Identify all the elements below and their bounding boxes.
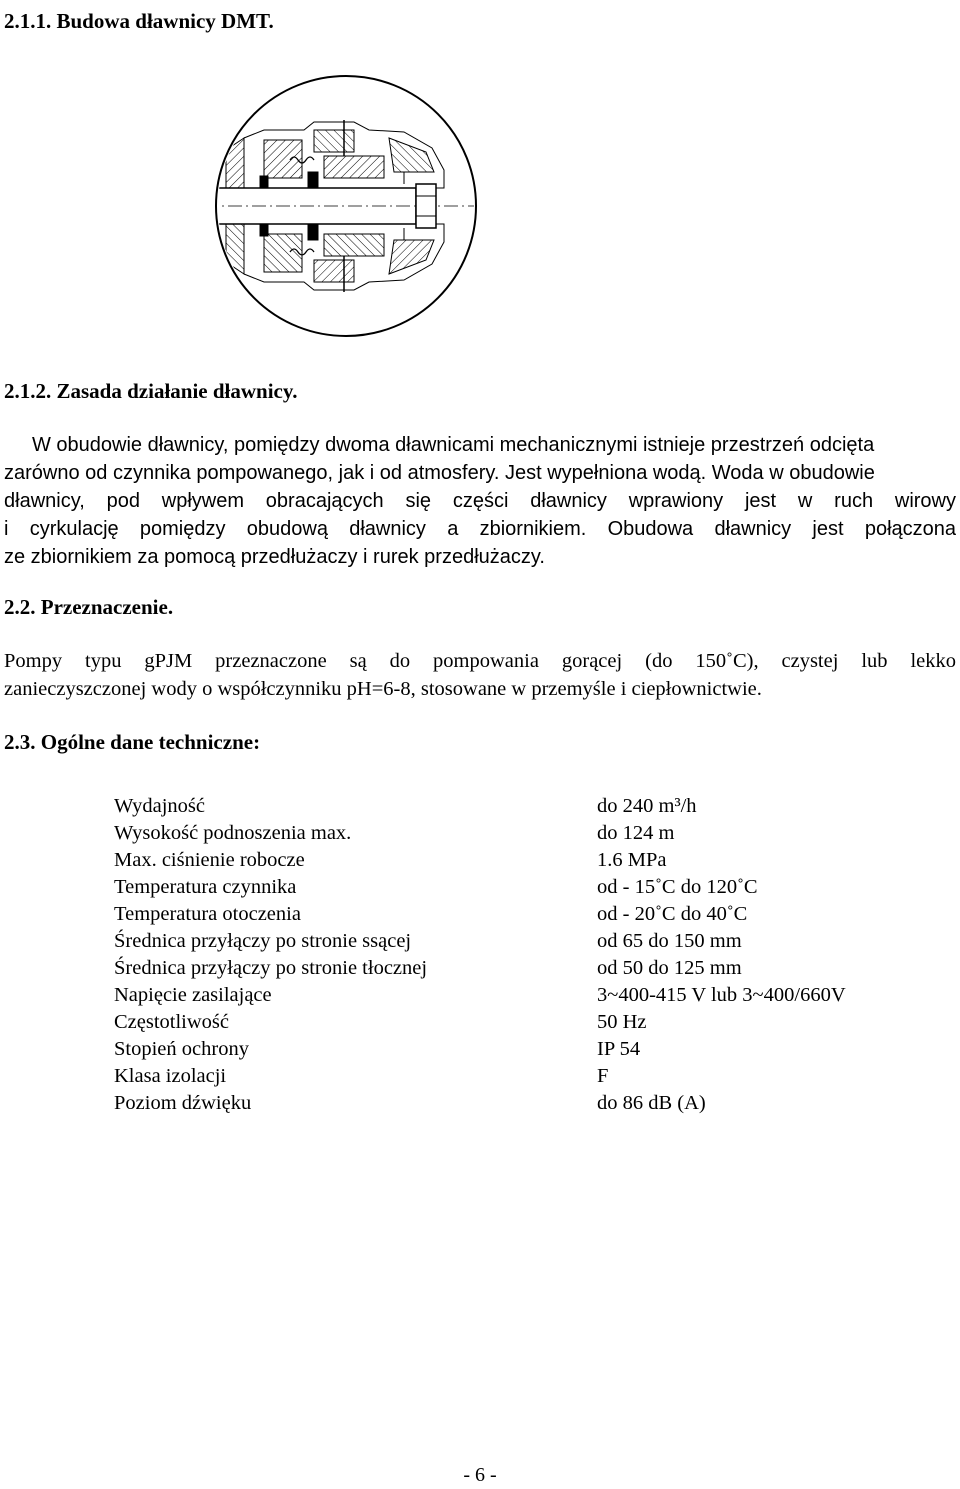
spec-label: Poziom dźwięku xyxy=(114,1092,252,1114)
paragraph-line: Pompy typu gPJM przeznaczone są do pompowania gorącej (do 150˚C), czystej lub lekko xyxy=(4,650,956,672)
spec-row xyxy=(114,901,914,928)
section-heading-2-1-2: 2.1.2. Zasada działanie dławnicy. xyxy=(4,379,298,403)
spec-label: Temperatura czynnika xyxy=(114,876,297,898)
spec-label: Temperatura otoczenia xyxy=(114,903,301,925)
spec-value: do 86 dB (A) xyxy=(597,1092,706,1114)
spec-value: od 50 do 125 mm xyxy=(597,957,742,979)
spec-value: 1.6 MPa xyxy=(597,849,667,871)
spec-label: Max. ciśnienie robocze xyxy=(114,849,305,871)
paragraph-line: zanieczyszczonej wody o współczynniku pH=6-8, stosowane w przemyśle i ciepłownictwie. xyxy=(4,678,762,700)
spec-row xyxy=(114,1090,914,1117)
spec-row xyxy=(114,820,914,847)
spec-row xyxy=(114,1009,914,1036)
spec-value: 50 Hz xyxy=(597,1011,647,1033)
paragraph-line: zarówno od czynnika pompowanego, jak i od atmosfery. Jest wypełniona wodą. Woda w obudowie xyxy=(4,462,875,484)
spec-row xyxy=(114,982,914,1009)
spec-label: Stopień ochrony xyxy=(114,1038,249,1060)
spec-label: Średnica przyłączy po stronie ssącej xyxy=(114,930,412,952)
section-heading-2-3: 2.3. Ogólne dane techniczne: xyxy=(4,730,261,754)
spec-row xyxy=(114,1036,914,1063)
spec-row xyxy=(114,928,914,955)
spec-label: Klasa izolacji xyxy=(114,1065,227,1087)
spec-value: od - 15˚C do 120˚C xyxy=(597,876,758,898)
spec-value: IP 54 xyxy=(597,1038,641,1060)
paragraph-line: ze zbiornikiem za pomocą przedłużaczy i rurek przedłużaczy. xyxy=(4,546,545,568)
spec-label: Częstotliwość xyxy=(114,1011,230,1033)
section-heading-2-2: 2.2. Przeznaczenie. xyxy=(4,595,174,619)
spec-row xyxy=(114,1063,914,1090)
spec-value: od 65 do 150 mm xyxy=(597,930,742,952)
spec-row xyxy=(114,955,914,982)
spec-row xyxy=(114,793,914,820)
spec-label: Wysokość podnoszenia max. xyxy=(114,822,352,844)
spec-value: F xyxy=(597,1065,609,1087)
technical-data-table xyxy=(114,793,914,1117)
spec-value: do 240 m³/h xyxy=(597,795,697,817)
page-number: - 6 - xyxy=(463,1464,497,1486)
paragraph-line: i cyrkulację pomiędzy obudową dławnicy a zbiornikiem. Obudowa dławnicy jest połączona xyxy=(4,518,956,540)
spec-label: Wydajność xyxy=(114,795,205,817)
spec-value: do 124 m xyxy=(597,822,675,844)
spec-row xyxy=(114,874,914,901)
section-heading-2-1-1: 2.1.1. Budowa dławnicy DMT. xyxy=(4,9,274,33)
spec-value: 3~400-415 V lub 3~400/660V xyxy=(597,984,846,1006)
paragraph-line: dławnicy, pod wpływem obracających się części dławnicy wprawiony jest w ruch wirowy xyxy=(4,490,956,512)
spec-value: od - 20˚C do 40˚C xyxy=(597,903,748,925)
spec-row xyxy=(114,847,914,874)
paragraph-line: W obudowie dławnicy, pomiędzy dwoma dławnicami mechanicznymi istnieje przestrzeń odcięta xyxy=(32,434,875,456)
gland-cross-section-drawing-icon xyxy=(204,60,484,352)
spec-label: Napięcie zasilające xyxy=(114,984,272,1006)
spec-label: Średnica przyłączy po stronie tłocznej xyxy=(114,957,428,979)
